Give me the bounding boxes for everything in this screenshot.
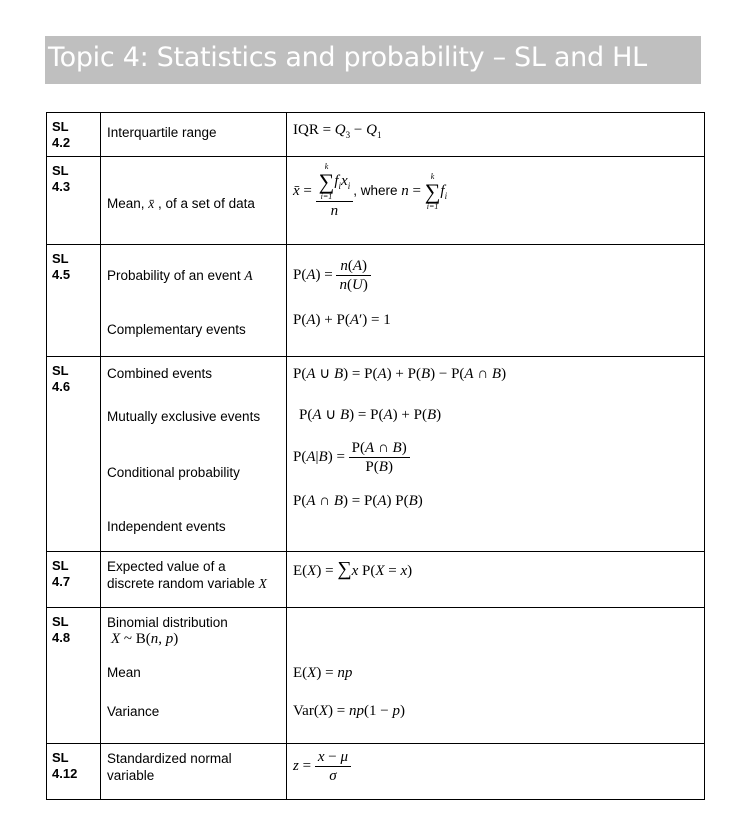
section-label: SL [52,558,69,573]
where-text: , where [353,182,398,198]
label-text: Probability of an event [107,268,245,283]
section-label: SL [52,750,69,765]
section-cell [47,157,101,245]
section-label: SL [52,119,69,134]
expected-value-formula: E(X) = ∑x P(X = x) [293,558,413,580]
section-number: 4.6 [52,379,71,394]
formula-cell [287,245,705,357]
section-cell [47,357,101,552]
topic-cell [101,608,287,744]
table-row [47,157,705,245]
topic-cell [101,113,287,157]
section-cell [47,113,101,157]
table-row [47,113,705,157]
topic-label [101,552,286,592]
topic-label: Mutually exclusive events [107,409,261,424]
section-label: SL [52,251,69,266]
topic-label: Binomial distribution [107,615,228,630]
formula-cell [287,113,705,157]
topic-label [101,245,286,284]
formula-cell [287,608,705,744]
section-label: SL [52,614,69,629]
probability-formula: P(A) = $\frac{n(A)}{n(U)}$ [287,245,704,294]
binomial-variance-formula: Var(X) = np(1 − p) [293,703,405,719]
label-symbol: x̄ [148,196,155,211]
topic-cell [101,245,287,357]
iqr-formula: IQR = $Q_3 - Q_1$ [293,122,382,140]
formula-cell [287,744,705,800]
label-symbol: A [244,268,253,283]
section-label: SL [52,363,69,378]
table-row [47,357,705,552]
section-number: 4.5 [52,267,71,282]
section-cell [47,552,101,608]
label-text: , of a set of data [154,196,255,211]
topic-label: Interquartile range [107,125,217,140]
table-row [47,552,705,608]
topic-label [101,157,286,212]
topic-label: Combined events [107,366,213,381]
section-cell [47,744,101,800]
independent-formula: P(A ∩ B) = P(A) P(B) [293,493,423,509]
topic-banner [45,36,701,84]
combined-formula: P(A ∪ B) = P(A) + P(B) − P(A ∩ B) [293,366,507,382]
label-text: Standardized normal [107,751,232,766]
topic-cell [101,744,287,800]
label-text: variable [107,768,155,783]
label-text: discrete random variable [107,576,259,591]
label-symbol: X [258,576,267,591]
topic-label [101,744,286,784]
label-text: Mean, [107,196,149,211]
complement-formula: P(A) + P(A′) = 1 [293,312,391,328]
formula-cell [287,157,705,245]
table-row [47,245,705,357]
section-number: 4.8 [52,630,71,645]
section-cell [47,245,101,357]
section-number: 4.2 [52,135,71,150]
mean-formula: x̄ = k ∑ i=1 $f_ix_i$ n , where n = k ∑ i=1 $f_i$ [293,162,448,219]
topic-label: Mean [107,665,141,680]
section-label: SL [52,163,69,178]
conditional-formula: P(A|B) = $\frac{P(A \cap B)}{P(B)}$ [287,424,704,476]
formula-cell [287,552,705,608]
formula-cell [287,357,705,552]
binomial-mean-formula: E(X) = np [293,665,353,681]
section-number: 4.7 [52,574,71,589]
topic-cell [101,552,287,608]
standardized-formula: z = $\frac{x - \mu}{\sigma}$ [287,744,704,785]
topic-cell [101,157,287,245]
formula-table [46,112,705,800]
binomial-notation: X ~ B(n, p) [111,631,179,647]
section-number: 4.3 [52,179,71,194]
topic-label: Conditional probability [107,465,240,480]
table-row [47,744,705,800]
label-text: Expected value of a [107,559,226,574]
section-cell [47,608,101,744]
section-number: 4.12 [52,766,78,781]
topic-label: Variance [107,704,160,719]
topic-label: Complementary events [107,322,246,337]
topic-cell [101,357,287,552]
table-row [47,608,705,744]
topic-label: Independent events [107,519,226,534]
page-title: Topic 4: Statistics and probability – SL and HL [48,42,647,73]
exclusive-formula: P(A ∪ B) = P(A) + P(B) [299,407,442,423]
